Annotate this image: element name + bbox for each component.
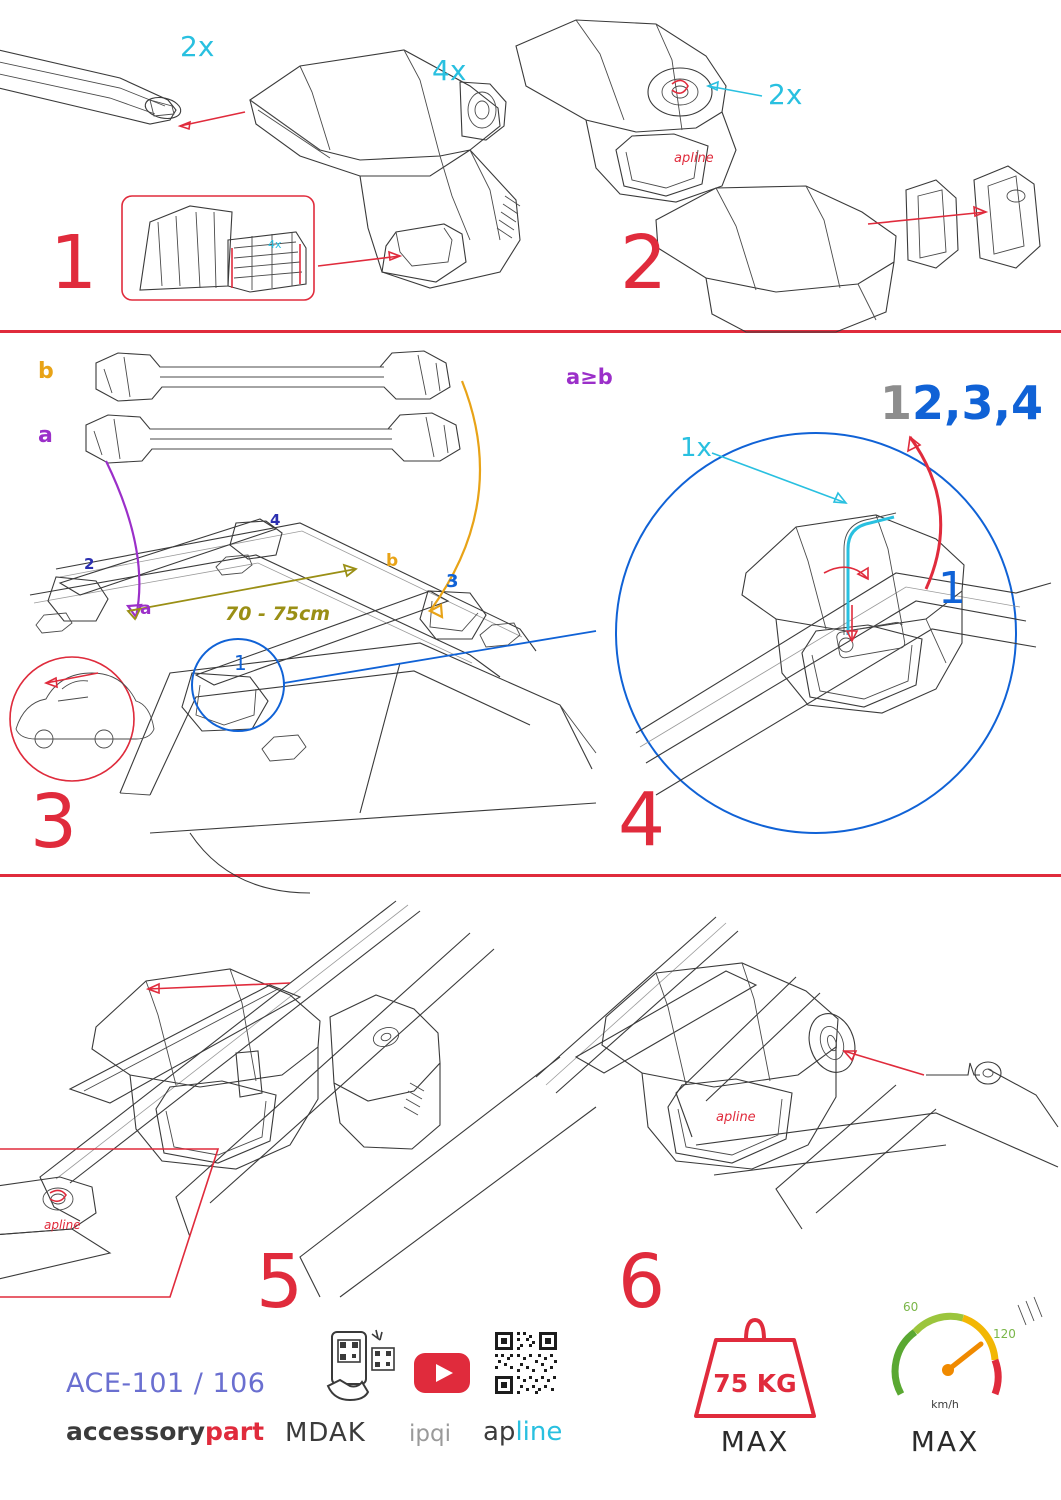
footer-product-code: ACE-101 / 106: [66, 1368, 266, 1399]
step-5-panel: [0, 877, 596, 1500]
footer-brand: [66, 1417, 264, 1446]
step-3-label-a-top: a: [38, 423, 53, 448]
step-4-qty: 1x: [680, 433, 712, 463]
step-3-label-b-arrow: b: [386, 551, 399, 571]
step-4-number: 4: [618, 777, 665, 863]
step-1-panel: [0, 0, 596, 330]
step-4-condition: a≥b: [566, 365, 613, 389]
step-3-label-b-top: b: [38, 359, 54, 384]
gauge-min-label: 60: [903, 1300, 919, 1314]
max-weight-value: 75 KG: [713, 1369, 797, 1398]
mdak-logo: MDAK: [285, 1418, 366, 1448]
step-3-number: 3: [30, 779, 77, 865]
step-5-illustration: [0, 877, 596, 1500]
step-1-number: 1: [50, 220, 97, 306]
step-3-label-a-arrow: a: [140, 599, 152, 619]
step-5-number: 5: [256, 1239, 303, 1325]
apline-logo-part1: ap: [483, 1417, 516, 1447]
step-3-panel: [0, 333, 596, 874]
svg-text:apline: apline: [716, 1110, 756, 1125]
step-2-qty: 2x: [768, 78, 803, 111]
step-2-panel: [596, 0, 1061, 330]
step-3-pos-1: 1: [234, 651, 247, 675]
footer-brand-part2: part: [205, 1417, 265, 1446]
footer-brand-part1: accessory: [66, 1417, 206, 1446]
step-3-distance: 70 - 75cm: [225, 603, 331, 625]
step-6-number: 6: [618, 1239, 665, 1325]
step-3-pos-2: 2: [84, 555, 95, 573]
step-3-pos-3: 3: [446, 571, 459, 592]
phone-qr-icon: [318, 1330, 408, 1404]
youtube-icon[interactable]: [413, 1352, 471, 1394]
step-3-pos-4: 4: [270, 511, 281, 529]
step-4-sequence: [880, 376, 1043, 430]
step-4-highlight-1: 1: [938, 563, 966, 614]
step-1-qty-bar: 2x: [180, 30, 215, 63]
svg-text:4x: 4x: [268, 238, 282, 251]
max-speed-caption: MAX: [910, 1425, 980, 1458]
qr-code-icon: [493, 1330, 559, 1396]
ipqi-logo: ipqi: [409, 1421, 451, 1447]
gauge-max-label: 120: [993, 1327, 1016, 1341]
svg-text:apline: apline: [674, 151, 714, 166]
speed-unit-label: km/h: [931, 1398, 959, 1411]
step-4-sequence-rest: 2,3,4: [912, 376, 1043, 430]
max-weight-caption: MAX: [720, 1425, 790, 1458]
step-4-sequence-first: 1: [880, 376, 913, 430]
svg-text:apline: apline: [44, 1218, 81, 1232]
step-2-number: 2: [620, 220, 667, 306]
apline-logo-part2: line: [515, 1417, 563, 1447]
apline-logo: [483, 1417, 562, 1447]
step-1-qty-foot: 4x: [432, 54, 467, 87]
weight-icon: [688, 1310, 822, 1422]
